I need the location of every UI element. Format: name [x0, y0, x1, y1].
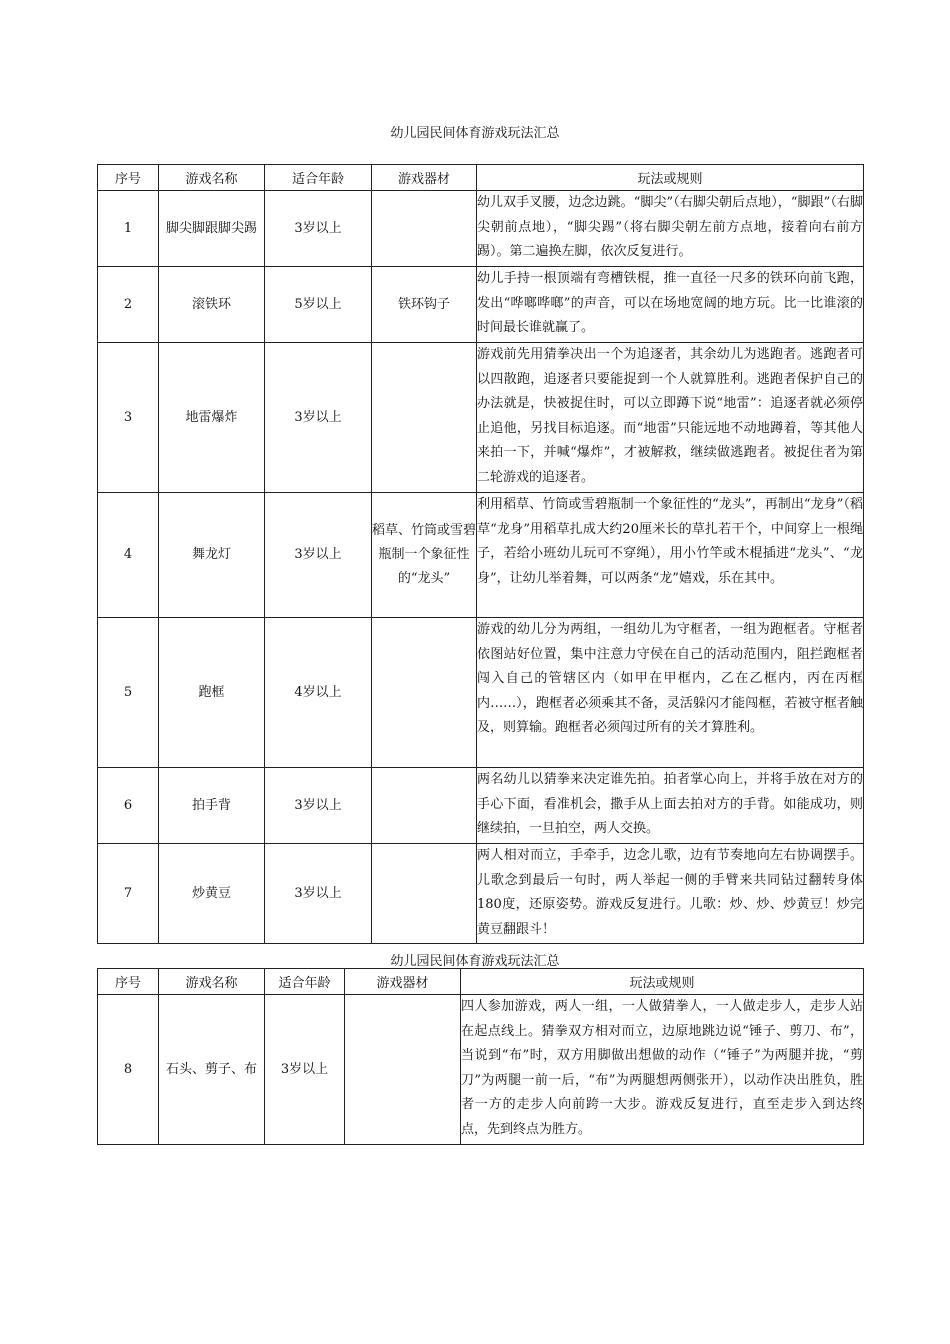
page-title: 幼儿园民间体育游戏玩法汇总 — [390, 126, 560, 141]
game-name: 地雷爆炸 — [159, 343, 265, 493]
row-no: 5 — [98, 618, 159, 768]
game-name: 舞龙灯 — [159, 493, 265, 618]
game-age: 3岁以上 — [265, 343, 372, 493]
row-no: 1 — [98, 191, 159, 267]
game-age: 5岁以上 — [265, 267, 372, 343]
game-equipment — [372, 768, 477, 844]
game-rule: 幼儿双手叉腰，边念边跳。“脚尖”（右脚尖朝后点地），“脚跟”（右脚尖朝前点地），“脚尖踢”（将右脚尖朝左前方点地，接着向右前方踢）。第二遍换左脚，依次反复进行。 — [477, 191, 864, 267]
game-equipment — [345, 995, 461, 1145]
game-rule: 游戏前先用猜拳决出一个为追逐者，其余幼儿为逃跑者。逃跑者可以四散跑，追逐者只要能捉到一个人就算胜利。逃跑者保护自己的办法就是，快被捉住时，可以立即蹲下说“地雷”：追逐者就必须停止追他，另找目标追逐。而“地雷”只能远地不动地蹲着，等其他人来拍一下，并喊“爆炸”，才被解救，继续做逃跑者。被捉住者为第二轮游戏的追逐者。 — [477, 343, 864, 493]
game-name: 脚尖脚跟脚尖踢 — [159, 191, 265, 267]
header-equipment: 游戏器材 — [345, 969, 461, 995]
game-rule: 两名幼儿以猜拳来决定谁先拍。拍者掌心向上，并将手放在对方的手心下面，看准机会，撒手从上面去拍对方的手背。如能成功，则继续拍，一旦拍空，两人交换。 — [477, 768, 864, 844]
header-rules: 玩法或规则 — [477, 165, 864, 191]
game-rule: 两人相对而立，手牵手，边念儿歌，边有节奏地向左右协调摆手。儿歌念到最后一句时，两人举起一侧的手臂来共同钻过翻转身体180度，还原姿势。游戏反复进行。儿歌：炒、炒、炒黄豆！炒完黄豆翻跟斗！ — [477, 844, 864, 944]
game-equipment — [372, 844, 477, 944]
header-rules: 玩法或规则 — [461, 969, 864, 995]
table-row — [98, 618, 864, 768]
game-rule: 利用稻草、竹筒或雪碧瓶制一个象征性的“龙头”，再制出“龙身”（稻草“龙身”用稻草扎成大约20厘米长的草扎若干个，中间穿上一根绳子，若给小班幼儿玩可不穿绳），用小竹竿或木棍插进“龙头”、“龙身”，让幼儿举着舞，可以两条“龙”嬉戏，乐在其中。 — [477, 493, 864, 618]
table-row — [98, 995, 864, 1145]
game-age: 3岁以上 — [265, 191, 372, 267]
game-equipment — [372, 191, 477, 267]
page-title-repeat: 幼儿园民间体育游戏玩法汇总 — [390, 954, 560, 969]
row-no: 7 — [98, 844, 159, 944]
row-no: 4 — [98, 493, 159, 618]
games-table-1 — [97, 164, 864, 944]
row-no: 2 — [98, 267, 159, 343]
game-age: 4岁以上 — [265, 618, 372, 768]
game-rule: 游戏的幼儿分为两组，一组幼儿为守框者，一组为跑框者。守框者依图站好位置，集中注意力守侯在自己的活动范围内，阻拦跑框者闯入自己的管辖区内（如甲在甲框内，乙在乙框内，丙在丙框内……），跑框者必须乘其不备，灵活躲闪才能闯框，若被守框者触及，则算输。跑框者必须闯过所有的关才算胜利。 — [477, 618, 864, 768]
game-equipment: 铁环钩子 — [372, 267, 477, 343]
header-no: 序号 — [98, 165, 159, 191]
table-header-row — [98, 969, 864, 995]
game-name: 拍手背 — [159, 768, 265, 844]
game-age: 3岁以上 — [265, 768, 372, 844]
game-equipment — [372, 343, 477, 493]
game-name: 滚铁环 — [159, 267, 265, 343]
row-no: 8 — [98, 995, 159, 1145]
game-age: 3岁以上 — [265, 995, 345, 1145]
game-name: 跑框 — [159, 618, 265, 768]
table-row — [98, 768, 864, 844]
table-row — [98, 844, 864, 944]
game-rule: 四人参加游戏，两人一组，一人做猜拳人，一人做走步人，走步人站在起点线上。猜拳双方相对而立，边原地跳边说“锤子、剪刀、布”，当说到“布”时，双方用脚做出想做的动作（“锤子”为两腿并拢，“剪刀”为两腿一前一后，“布”为两腿想两侧张开），以动作决出胜负，胜者一方的走步人向前跨一大步。游戏反复进行，直至走步入到达终点，先到终点为胜方。 — [461, 995, 864, 1145]
table-row — [98, 191, 864, 267]
row-no: 3 — [98, 343, 159, 493]
table-row — [98, 493, 864, 618]
games-table-2 — [97, 968, 864, 1145]
game-age: 3岁以上 — [265, 844, 372, 944]
game-name: 炒黄豆 — [159, 844, 265, 944]
game-equipment — [372, 618, 477, 768]
game-rule: 幼儿手持一根顶端有弯槽铁棍，推一直径一尺多的铁环向前飞跑，发出“哗啷哗啷”的声音，可以在场地宽阔的地方玩。比一比谁滚的时间最长谁就赢了。 — [477, 267, 864, 343]
table-row — [98, 343, 864, 493]
game-age: 3岁以上 — [265, 493, 372, 618]
header-age: 适合年龄 — [265, 969, 345, 995]
header-equipment: 游戏器材 — [372, 165, 477, 191]
header-no: 序号 — [98, 969, 159, 995]
table-row — [98, 267, 864, 343]
header-name: 游戏名称 — [159, 165, 265, 191]
row-no: 6 — [98, 768, 159, 844]
header-name: 游戏名称 — [159, 969, 265, 995]
header-age: 适合年龄 — [265, 165, 372, 191]
game-name: 石头、剪子、布 — [159, 995, 265, 1145]
game-equipment: 稻草、竹筒或雪碧瓶制一个象征性的“龙头” — [372, 493, 477, 618]
table-header-row — [98, 165, 864, 191]
